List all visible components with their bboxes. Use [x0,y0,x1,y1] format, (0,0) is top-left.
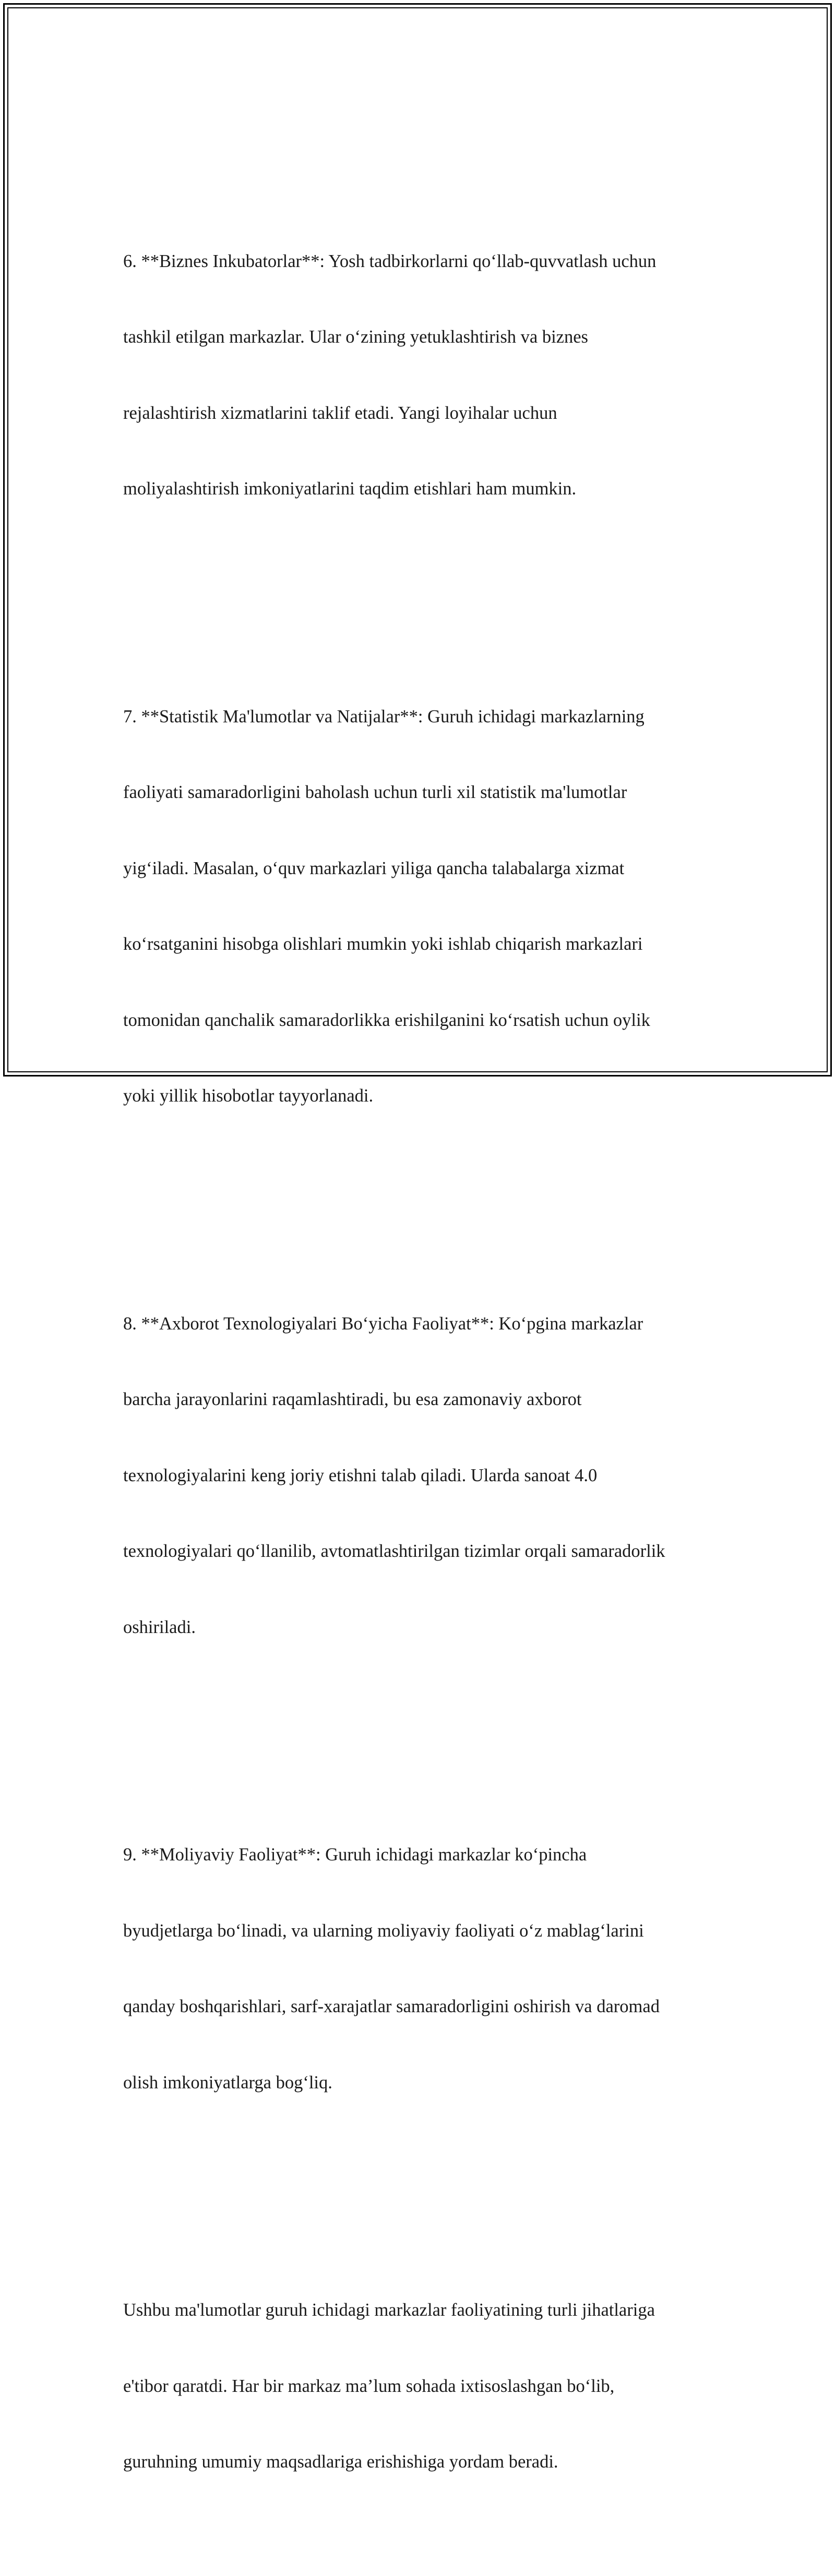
text-line: 9. **Moliyaviy Faoliyat**: Guruh ichidagi markazlar ko‘pincha [123,1845,587,1865]
text-line: 8. **Axborot Texnologiyalari Bo‘yicha Faoliyat**: Ko‘pgina markazlar [123,1313,643,1334]
text-line: yoki yillik hisobotlar tayyorlanadi. [123,1086,374,1106]
paragraph-statistik-malumotlar [123,654,708,1159]
text-line: tomonidan qanchalik samaradorlikka erishilganini ko‘rsatish uchun oylik [123,1010,650,1030]
text-line: qanday boshqarishlari, sarf-xarajatlar samaradorligini oshirish va daromad [123,1997,660,2016]
text-line: faoliyati samaradorligini baholash uchun turli xil statistik ma'lumotlar [123,782,627,802]
text-line: byudjetlarga bo‘linadi, va ularning moliyaviy faoliyati o‘z mablag‘larini [123,1920,644,1941]
text-line: texnologiyalarini keng joriy etishni talab qiladi. Ularda sanoat 4.0 [123,1465,598,1485]
text-line: olish imkoniyatlarga bog‘liq. [123,2072,332,2093]
text-line: guruhning umumiy maqsadlariga erishishiga yordam beradi. [123,2452,558,2472]
paragraph-biznes-inkubatorlar [123,198,708,552]
text-line: yig‘iladi. Masalan, o‘quv markazlari yiliga qancha talabalarga xizmat [123,858,625,878]
text-line: oshiriladi. [123,1617,196,1637]
text-line: moliyalashtirish imkoniyatlarini taqdim etishlari ham mumkin. [123,479,577,499]
text-line: rejalashtirish xizmatlarini taklif etadi. Yangi loyihalar uchun [123,403,557,423]
text-line: 6. **Biznes Inkubatorlar**: Yosh tadbirkorlarni qo‘llab-quvvatlash uchun [123,251,657,271]
text-line: Ushbu ma'lumotlar guruh ichidagi markazlar faoliyatining turli jihatlariga [123,2300,655,2320]
text-line: ko‘rsatganini hisobga olishlari mumkin yoki ishlab chiqarish markazlari [123,934,643,954]
document-body [123,122,708,2576]
text-line: e'tibor qaratdi. Har bir markaz ma’lum sohada ixtisoslashgan bo‘lib, [123,2376,615,2396]
paragraph-moliyaviy-faoliyat [123,1792,708,2146]
paragraph-axborot-texnologiyalari [123,1261,708,1691]
paragraph-conclusion [123,2247,708,2525]
text-line: 7. **Statistik Ma'lumotlar va Natijalar**: Guruh ichidagi markazlarning [123,706,645,727]
text-line: barcha jarayonlarini raqamlashtiradi, bu esa zamonaviy axborot [123,1389,582,1409]
text-line: tashkil etilgan markazlar. Ular o‘zining yetuklashtirish va biznes [123,327,588,347]
text-line: texnologiyalari qo‘llanilib, avtomatlashtirilgan tizimlar orqali samaradorlik [123,1541,665,1561]
